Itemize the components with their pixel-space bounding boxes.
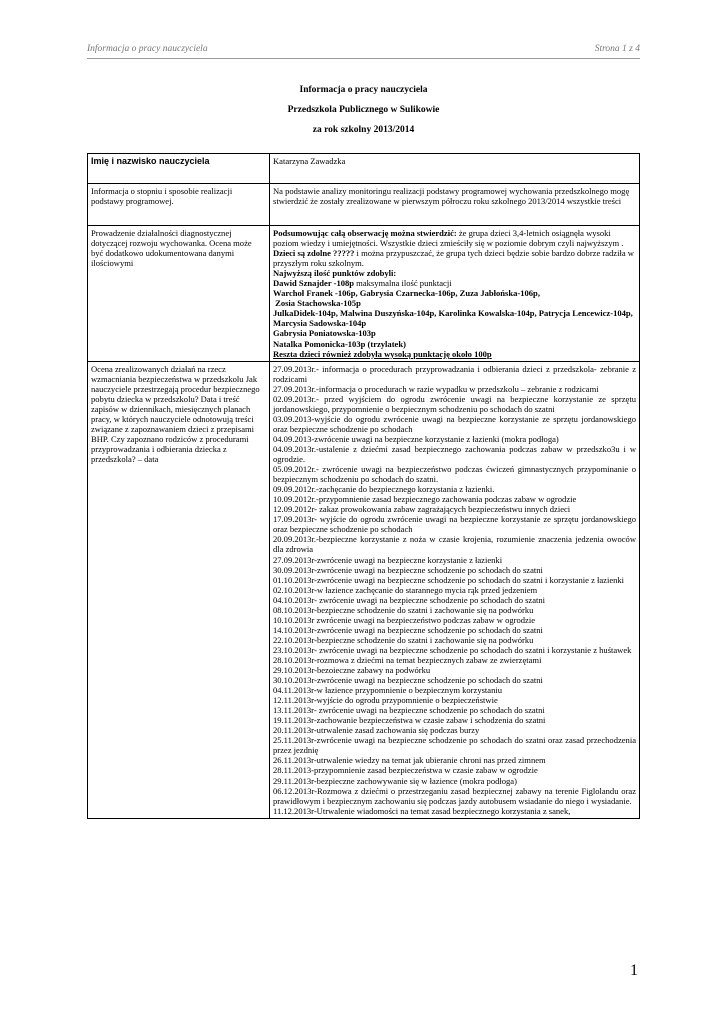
list-item: 30.10.2013r-zwrócenie uwagi na bezpieczne schodzenie po schodach do szatni xyxy=(273,675,543,686)
list-item: 14.10.2013r-zwrócenie uwagi na bezpieczne schodzenie po schodach do szatni xyxy=(273,624,543,635)
top-line: Natalka Pomonicka-103p (trzylatek) xyxy=(273,338,406,349)
page-number: 1 xyxy=(630,962,638,979)
header-page-indicator: Strona 1 z 4 xyxy=(594,44,640,54)
list-item: 27.09.2013r.- informacja o procedurach przyprowadzania i odbierania dzieci z przedszkola- zebranie z rodzicami xyxy=(273,363,636,384)
top-line: Warchoł Franek -106p, Gabrysia Czarnecka-106p, Zuza Jabłońska-106p, xyxy=(273,288,540,299)
list-item: 23.10.2013r- zwrócenie uwagi na bezpieczne schodzenie po schodach do szatni i korzystanie z huśtawek xyxy=(273,644,632,655)
list-item: 03.09.2013-wyjście do ogrodu zwrócenie uwagi na bezpieczne korzystanie ze sprzętu jordanowskiego oraz bezpieczne schodzenie po schodach xyxy=(273,413,636,434)
info-table xyxy=(87,153,640,819)
list-item: 04.09.2013-zwrócenie uwagi na bezpieczne korzystanie z łazienki (mokra podłoga) xyxy=(273,433,559,444)
diagnostic-label: Prowadzenie działalności diagnostycznej dotyczącej rozwoju wychowanka. Ocena może być dodatkowo udokumentowana danymi ilościowymi xyxy=(88,226,270,362)
list-item: 26.11.2013r-utrwalenie wiedzy na temat jak ubieranie chroni nas przed zimnem xyxy=(273,755,546,766)
list-item: 17.09.2013r- wyjście do ogrodu zwrócenie uwagi na bezpieczne korzystanie ze sprzętu jordanowskiego oraz bezpieczne schodzenie po schodach xyxy=(273,514,636,535)
document-titles xyxy=(87,84,640,144)
name-value: Katarzyna Zawadzka xyxy=(270,154,640,184)
list-item: 04.09.2013r.-ustalenie z dziećmi zasad bezpiecznego zachowania podczas zabaw w przedszko3u i w ogrodzie. xyxy=(273,443,636,465)
list-item: 02.10.2013r-w łazience zachęcanie do starannego mycia rąk przed jedzeniem xyxy=(273,584,538,595)
curriculum-label: Informacja o stopniu i sposobie realizacji podstawy programowej. xyxy=(88,184,270,226)
table-row-diagnostic xyxy=(88,226,640,362)
title-line-2: Przedszkola Publicznego w Sulikowie xyxy=(287,105,440,115)
list-item: 12.11.2013r-wyjście do ogrodu przypomnienie o bezpieczeństwie xyxy=(273,695,498,706)
list-item: 06.12.2013r-Rozmowa z dziećmi o przestrzeganiu zasad bezpiecznej zabawy na terenie Figlolandu oraz prawidłowym i bezpiecznym zachowaniu się podczas jazdy autobusem wsiadanie do niego i wysiadanie. xyxy=(273,785,636,806)
diagnostic-value xyxy=(270,226,640,362)
top-points-title-text: Najwyższą ilość punktów zdobyli: xyxy=(273,268,397,279)
table-row-name xyxy=(88,154,640,184)
top-points-title xyxy=(273,268,636,278)
list-item: 05.09.2012r.- zwrócenie uwagi na bezpieczeństwo podczas ćwiczeń gimnastycznych przypominanie o bezpiecznym schodzeniu po schodach do szatni. xyxy=(273,464,636,485)
top-line: Zosia Stachowska-105p xyxy=(273,298,361,309)
curriculum-value: Na podstawie analizy monitoringu realizacji podstawy programowej wychowania przedszkolnego mogę stwierdzić że zostały zrealizowane w pierwszym półroczu roku szkolnego 2013/2014 wszystkie treści xyxy=(270,184,640,226)
list-item: 19.11.2013r-zachowanie bezpieczeństwa w czasie zabaw i schodzenia do szatni xyxy=(273,715,546,726)
top-line: JulkaDidek-104p, Malwina Duszyńska-104p, Karolinka Kowalska-104p, Patrycja Lencewicz-104p, Marcysia Sadowska-104p xyxy=(273,308,633,329)
top-rest-text: Reszta dzieci również zdobyła wysoką punktację około 100p xyxy=(273,348,492,359)
list-item: 28.10.2013r-rozmowa z dziećmi na temat bezpiecznych zabaw ze zwierzętami xyxy=(273,654,542,665)
table-row-safety xyxy=(88,361,640,818)
list-item: 27.09.2013r.-informacja o procedurach w razie wypadku w przedszkolu – zebranie z rodzicami xyxy=(273,383,599,394)
top-rest xyxy=(273,349,636,359)
list-item: 11.12.2013r-Utrwalenie wiadomości na temat zasad bezpiecznego korzystania z sanek, xyxy=(273,805,571,816)
list-item: 04.11.2013r-w łazience przypomnienie o bezpiecznym korzystaniu xyxy=(273,685,503,696)
top-first-note: maksymalna ilość punktacji xyxy=(354,278,452,289)
list-item: 22.10.2013r-bezpieczne schodzenie do szatni i zachowanie się na podwórku xyxy=(273,634,534,645)
diagnostic-summary xyxy=(273,228,636,268)
table-row-curriculum xyxy=(88,184,640,226)
safety-entries xyxy=(270,361,640,818)
list-item: 10.09.2012r.-przypomnienie zasad bezpiecznego zachowania podczas zabaw w ogrodzie xyxy=(273,494,577,505)
list-item: 29.11.2013r-bezpieczne zachowywanie się w łazience (mokra podłoga) xyxy=(273,775,517,786)
list-item: 12.09.2012r- zakaz prowokowania zabaw zagrażających bezpieczeństwu innych dzieci xyxy=(273,504,571,515)
diagnostic-summary-lead: Podsumowując całą obserwację można stwierdzić: xyxy=(273,228,457,238)
top-line: Gabrysia Poniatowska-103p xyxy=(273,328,376,339)
title-line-3: za rok szkolny 2013/2014 xyxy=(312,125,415,135)
list-item: 09.09.2012r.-zachęcanie do bezpiecznego korzystania z łazienki. xyxy=(273,484,495,495)
diagnostic-gifted-text: i można przypuszczać, że grupa tych dzieci będzie sobie bardzo dobrze radziła w przyszłym roku szkolnym. xyxy=(273,248,634,269)
list-item: 04.10.2013r- zwrócenie uwagi na bezpieczne schodzenie po schodach do szatni xyxy=(273,594,546,605)
list-item: 28.11.2013-przypomnienie zasad bezpieczeństwa w czasie zabaw w ogrodzie xyxy=(273,765,538,776)
diagnostic-gifted-lead: Dzieci są zdolne ????? xyxy=(273,248,355,259)
safety-label: Ocena zrealizowanych działań na rzecz wzmacniania bezpieczeństwa w przedszkolu Jak nauczyciele przestrzegają procedur bezpiecznego pobytu dziecka w przedszkolu? Data i treść zapisów w dziennikach, miesięcznych planach pracy, w których nauczyciele odnotowują treści związane z zapoznawaniem dzieci z przepisami BHP. Czy zapoznano rodziców z procedurami przyprowadzania i odbierania dziecka z przedszkola? – data xyxy=(88,361,270,818)
list-item: 02.09.2013r.- przed wyjściem do ogrodu zwrócenie uwagi na bezpieczne korzystanie ze sprzętu jordanowskiego, przypomnienie o bezpiecznym schodzeniu po schodach do szatni xyxy=(273,393,636,414)
list-item: 27.09.2013r-zwrócenie uwagi na bezpieczne korzystanie z łazienki xyxy=(273,554,503,565)
list-item: 13.11.2013r- zwrócenie uwagi na bezpieczne schodzenie po schodach do szatni xyxy=(273,705,545,716)
top-first xyxy=(273,278,636,288)
diagnostic-summary-text: że grupa dzieci 3,4-letnich osiągnęła wysoki poziom wiedzy i umiejętności. Wszystkie dzieci zmieściły się w poziomie dobrym czyli najwyższym . xyxy=(273,228,624,249)
title-line-1: Informacja o pracy nauczyciela xyxy=(299,85,428,95)
list-item: 20.09.2013r.-bezpieczne korzystanie z noża w czasie krojenia, rozumienie znaczenia jedzenia owoców dla zdrowia xyxy=(273,534,636,555)
name-label: Imię i nazwisko nauczyciela xyxy=(88,154,270,184)
list-item: 20.11.2013r-utrwalenie zasad zachowania się podczas burzy xyxy=(273,725,480,736)
page-header xyxy=(87,44,640,54)
list-item: 08.10.2013r-bezpieczne schodzenie do szatni i zachowanie się na podwórku xyxy=(273,604,534,615)
list-item: 25.11.2013r-zwrócenie uwagi na bezpieczne schodzenie po schodach do szatni oraz zasad przechodzenia przez jezdnię xyxy=(273,735,636,756)
list-item: 29.10.2013r-bezoieczne zabawy na podwórku xyxy=(273,665,431,676)
header-document-title: Informacja o pracy nauczyciela xyxy=(87,44,208,54)
header-divider xyxy=(87,58,640,59)
list-item: 30.09.2013r-zwrócenie uwagi na bezpieczne schodzenie po schodach do szatni xyxy=(273,564,543,575)
list-item: 01.10.2013r-zwrócenie uwagi na bezpieczne schodzenie po schodach do szatni i korzystanie z łazienki xyxy=(273,574,625,585)
top-first-name: Dawid Sznajder -108p xyxy=(273,278,355,289)
list-item: 10.10.2013r zwrócenie uwagi na bezpieczeństwo podczas zabaw w ogrodzie xyxy=(273,614,535,625)
